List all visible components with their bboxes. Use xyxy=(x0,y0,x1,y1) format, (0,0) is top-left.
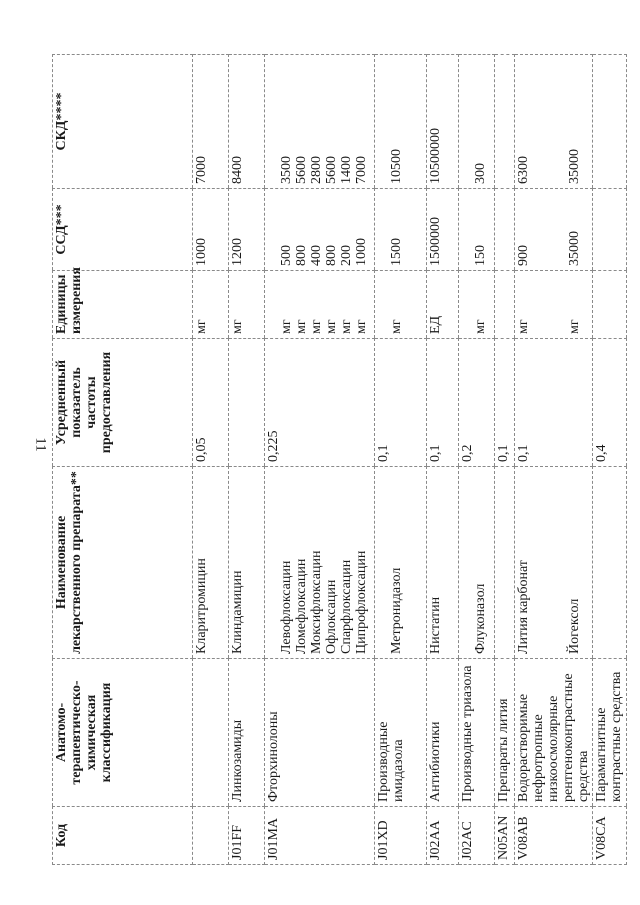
skd-value: 3500 xyxy=(279,156,294,184)
row-unit-list xyxy=(265,271,375,339)
header-row xyxy=(53,55,193,865)
row-freq: 0,4 xyxy=(593,339,627,467)
row-ssd: 1200 xyxy=(229,189,265,271)
row-ssd: 1500000 xyxy=(427,189,459,271)
skd-value: 6300 xyxy=(516,156,531,184)
table-row xyxy=(375,55,427,865)
row-freq: 0,1 xyxy=(375,339,427,467)
unit-value: мг xyxy=(324,319,339,334)
row-code: J01FF xyxy=(229,807,265,865)
header-freq: Усредненный показатель частоты предоставления xyxy=(53,339,193,467)
drug-name: Лития карбонат xyxy=(516,560,531,654)
ssd-value: 200 xyxy=(339,245,354,266)
row-ssd: 150 xyxy=(459,189,495,271)
ssd-value: 800 xyxy=(324,245,339,266)
table-row xyxy=(495,55,515,865)
header-code: Код xyxy=(53,807,193,865)
row-code: J01XD xyxy=(375,807,427,865)
row-drug-list xyxy=(515,467,593,659)
row-atc: Парамагнитные контрастные средства xyxy=(593,659,627,807)
row-unit: мг xyxy=(459,271,495,339)
row-atc: Фторхинолоны xyxy=(265,659,375,807)
row-unit: мг xyxy=(375,271,427,339)
skd-value: 7000 xyxy=(354,156,369,184)
row-drug-list xyxy=(265,467,375,659)
row-ssd-list xyxy=(515,189,593,271)
header-skd: СКД**** xyxy=(53,55,193,189)
row-skd: 10500 xyxy=(375,55,427,189)
ssd-value: 400 xyxy=(309,245,324,266)
row-unit: мг xyxy=(193,271,229,339)
table-row xyxy=(229,55,265,865)
unit-value: мг xyxy=(567,319,582,334)
row-unit: мг xyxy=(229,271,265,339)
row-skd: 7000 xyxy=(193,55,229,189)
row-atc xyxy=(193,659,229,807)
drug-name: Ломефлоксацин xyxy=(294,558,309,654)
unit-value: мг xyxy=(339,319,354,334)
row-atc: Препараты лития xyxy=(495,659,515,807)
row-ssd xyxy=(593,189,627,271)
row-drug xyxy=(593,467,627,659)
skd-value: 5600 xyxy=(294,156,309,184)
row-skd xyxy=(495,55,515,189)
row-freq: 0,05 xyxy=(193,339,229,467)
row-atc: Антибиотики xyxy=(427,659,459,807)
skd-value: 5600 xyxy=(324,156,339,184)
row-atc: Производные триазола xyxy=(459,659,495,807)
row-atc: Водорастворимые нефротропные низкоосмолярные рентгеноконтрастные средства xyxy=(515,659,593,807)
unit-value: мг xyxy=(354,319,369,334)
drug-name: Ципрофлоксацин xyxy=(354,550,369,654)
row-ssd-list xyxy=(265,189,375,271)
row-code: J02AC xyxy=(459,807,495,865)
ssd-value: 800 xyxy=(294,245,309,266)
skd-value: 1400 xyxy=(339,156,354,184)
row-skd: 8400 xyxy=(229,55,265,189)
drug-name: Офлоксацин xyxy=(324,579,339,654)
row-freq: 0,2 xyxy=(459,339,495,467)
row-ssd: 1000 xyxy=(193,189,229,271)
row-code: J02AA xyxy=(427,807,459,865)
header-drug: Наименование лекарственного препарата** xyxy=(53,467,193,659)
row-unit-list xyxy=(515,271,593,339)
unit-value: мг xyxy=(309,319,324,334)
row-freq xyxy=(229,339,265,467)
header-ssd: ССД*** xyxy=(53,189,193,271)
table-row xyxy=(593,55,627,865)
table-row xyxy=(427,55,459,865)
header-atc: Анатомо-терапевтическо-химическая классификация xyxy=(53,659,193,807)
row-drug: Клиндамицин xyxy=(229,467,265,659)
rotated-table-container xyxy=(52,55,624,865)
row-atc: Линкозамиды xyxy=(229,659,265,807)
drug-name: Йогексол xyxy=(567,598,582,654)
row-skd-list xyxy=(515,55,593,189)
skd-value: 2800 xyxy=(309,156,324,184)
unit-value: мг xyxy=(516,319,531,334)
ssd-value: 500 xyxy=(279,245,294,266)
page-number: 11 xyxy=(32,437,49,452)
row-skd-list xyxy=(265,55,375,189)
table-row xyxy=(515,55,593,865)
row-atc: Производные имидазола xyxy=(375,659,427,807)
table-row xyxy=(193,55,229,865)
row-freq: 0,225 xyxy=(265,339,375,467)
drug-name: Левофлоксацин xyxy=(279,560,294,654)
row-unit xyxy=(593,271,627,339)
row-code: V08CA xyxy=(593,807,627,865)
row-code: N05AN xyxy=(495,807,515,865)
row-skd: 300 xyxy=(459,55,495,189)
row-unit: ЕД xyxy=(427,271,459,339)
ssd-value: 35000 xyxy=(567,231,582,266)
unit-value: мг xyxy=(279,319,294,334)
table-row xyxy=(459,55,495,865)
row-drug: Нистатин xyxy=(427,467,459,659)
row-skd: 10500000 xyxy=(427,55,459,189)
ssd-value: 1000 xyxy=(354,238,369,266)
row-code: J01MA xyxy=(265,807,375,865)
drug-name: Спарфлоксацин xyxy=(339,559,354,654)
row-drug: Метронидазол xyxy=(375,467,427,659)
row-ssd xyxy=(495,189,515,271)
skd-value: 35000 xyxy=(567,149,582,184)
row-code: V08AB xyxy=(515,807,593,865)
unit-value: мг xyxy=(294,319,309,334)
row-drug xyxy=(495,467,515,659)
row-drug: Кларитромицин xyxy=(193,467,229,659)
row-drug: Флуконазол xyxy=(459,467,495,659)
drug-name: Моксифлоксацин xyxy=(309,550,324,654)
row-skd xyxy=(593,55,627,189)
row-unit xyxy=(495,271,515,339)
row-ssd: 1500 xyxy=(375,189,427,271)
row-code xyxy=(193,807,229,865)
row-freq: 0,1 xyxy=(495,339,515,467)
ssd-value: 900 xyxy=(516,245,531,266)
table-row xyxy=(265,55,375,865)
header-unit: Единицы измерения xyxy=(53,271,193,339)
row-freq: 0,1 xyxy=(515,339,593,467)
row-freq: 0,1 xyxy=(427,339,459,467)
drug-table xyxy=(52,54,627,865)
